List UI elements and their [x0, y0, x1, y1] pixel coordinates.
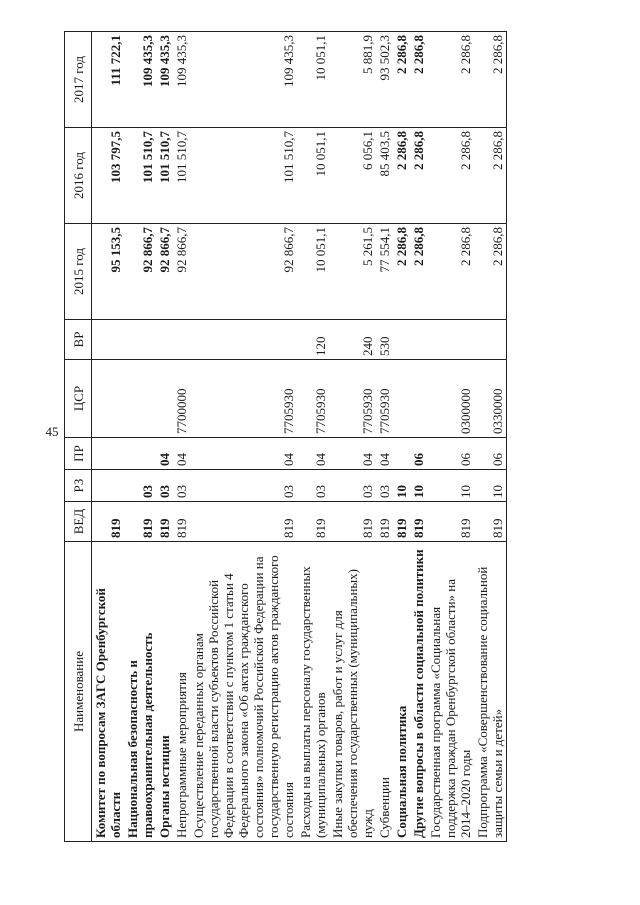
cell-2015: 5 261,5	[329, 224, 376, 320]
table-row	[173, 32, 190, 842]
cell-name: Подпрограмма «Совершенствование социальной защиты семьи и детей»	[474, 542, 507, 842]
cell-rz: 10	[393, 470, 410, 502]
header-2017: 2017 год	[65, 32, 92, 128]
cell-csr: 7705930	[297, 360, 329, 438]
cell-pr: 04	[297, 438, 329, 470]
cell-2017: 93 502,3	[376, 32, 393, 128]
cell-2015: 77 554,1	[376, 224, 393, 320]
cell-ved: 819	[173, 502, 190, 542]
table-row	[156, 32, 173, 842]
cell-pr: 04	[329, 438, 376, 470]
cell-2017: 2 286,8	[427, 32, 474, 128]
cell-2015: 2 286,8	[393, 224, 410, 320]
cell-rz: 03	[376, 470, 393, 502]
table-row	[474, 32, 507, 842]
table-header-row	[65, 32, 92, 842]
cell-vr	[190, 320, 297, 360]
cell-vr	[92, 320, 125, 360]
cell-vr	[427, 320, 474, 360]
cell-vr	[474, 320, 507, 360]
cell-pr: 04	[156, 438, 173, 470]
cell-name: Субвенции	[376, 542, 393, 842]
cell-csr	[156, 360, 173, 438]
cell-2016: 103 797,5	[92, 128, 125, 224]
header-name: Наименование	[65, 542, 92, 842]
cell-pr: 06	[427, 438, 474, 470]
cell-2016: 2 286,8	[427, 128, 474, 224]
cell-name: Непрограммные мероприятия	[173, 542, 190, 842]
cell-pr: 04	[190, 438, 297, 470]
cell-name: Иные закупки товаров, работ и услуг для обеспечения государственных (муниципальных) нужд	[329, 542, 376, 842]
cell-name: Национальная безопасность и правоохранительная деятельность	[124, 542, 156, 842]
cell-2015: 2 286,8	[410, 224, 427, 320]
page-number: 45	[45, 424, 59, 439]
cell-rz: 03	[329, 470, 376, 502]
cell-csr: 0300000	[427, 360, 474, 438]
cell-pr	[124, 438, 156, 470]
cell-rz: 10	[474, 470, 507, 502]
header-2016: 2016 год	[65, 128, 92, 224]
cell-vr	[410, 320, 427, 360]
cell-2017: 5 881,9	[329, 32, 376, 128]
table-row	[410, 32, 427, 842]
table-row	[124, 32, 156, 842]
cell-name: Другие вопросы в области социальной политики	[410, 542, 427, 842]
cell-2015: 2 286,8	[427, 224, 474, 320]
cell-pr	[393, 438, 410, 470]
table-row	[393, 32, 410, 842]
table-row	[92, 32, 125, 842]
cell-2017: 2 286,8	[410, 32, 427, 128]
cell-2016: 85 403,5	[376, 128, 393, 224]
cell-2017: 10 051,1	[297, 32, 329, 128]
cell-name: Комитет по вопросам ЗАГС Оренбургской области	[92, 542, 125, 842]
cell-rz	[92, 470, 125, 502]
cell-csr: 0330000	[474, 360, 507, 438]
cell-csr	[92, 360, 125, 438]
cell-2016: 101 510,7	[124, 128, 156, 224]
cell-rz: 03	[297, 470, 329, 502]
cell-ved: 819	[190, 502, 297, 542]
cell-2016: 2 286,8	[410, 128, 427, 224]
cell-name: Органы юстиции	[156, 542, 173, 842]
cell-csr	[124, 360, 156, 438]
cell-ved: 819	[124, 502, 156, 542]
cell-ved: 819	[297, 502, 329, 542]
cell-2016: 2 286,8	[393, 128, 410, 224]
cell-2017: 109 435,3	[173, 32, 190, 128]
cell-2016: 2 286,8	[474, 128, 507, 224]
cell-ved: 819	[92, 502, 125, 542]
cell-ved: 819	[376, 502, 393, 542]
cell-rz: 03	[156, 470, 173, 502]
cell-ved: 819	[427, 502, 474, 542]
header-vr: ВР	[65, 320, 92, 360]
cell-2015: 10 051,1	[297, 224, 329, 320]
cell-2016: 6 056,1	[329, 128, 376, 224]
cell-pr	[92, 438, 125, 470]
cell-pr: 04	[376, 438, 393, 470]
cell-name: Расходы на выплаты персоналу государственных (муниципальных) органов	[297, 542, 329, 842]
cell-2015: 95 153,5	[92, 224, 125, 320]
cell-ved: 819	[393, 502, 410, 542]
cell-vr	[173, 320, 190, 360]
cell-csr	[393, 360, 410, 438]
cell-2017: 2 286,8	[393, 32, 410, 128]
header-2015: 2015 год	[65, 224, 92, 320]
cell-name: Государственная программа «Социальная поддержка граждан Оренбургской области» на 2014–2020 годы	[427, 542, 474, 842]
cell-pr: 06	[410, 438, 427, 470]
header-rz: РЗ	[65, 470, 92, 502]
cell-vr: 120	[297, 320, 329, 360]
table-row	[376, 32, 393, 842]
cell-2016: 10 051,1	[297, 128, 329, 224]
cell-2015: 92 866,7	[156, 224, 173, 320]
budget-table	[64, 31, 507, 842]
cell-csr: 7700000	[173, 360, 190, 438]
header-csr: ЦСР	[65, 360, 92, 438]
header-pr: ПР	[65, 438, 92, 470]
cell-vr	[124, 320, 156, 360]
cell-2016: 101 510,7	[190, 128, 297, 224]
cell-vr	[156, 320, 173, 360]
cell-pr: 04	[173, 438, 190, 470]
cell-2015: 92 866,7	[190, 224, 297, 320]
table-row	[297, 32, 329, 842]
cell-2016: 101 510,7	[173, 128, 190, 224]
cell-2017: 109 435,3	[156, 32, 173, 128]
cell-2017: 111 722,1	[92, 32, 125, 128]
cell-csr: 7705930	[376, 360, 393, 438]
cell-2015: 2 286,8	[474, 224, 507, 320]
cell-ved: 819	[329, 502, 376, 542]
header-ved: ВЕД	[65, 502, 92, 542]
cell-vr: 530	[376, 320, 393, 360]
cell-csr: 7705930	[190, 360, 297, 438]
cell-vr: 240	[329, 320, 376, 360]
cell-2015: 92 866,7	[124, 224, 156, 320]
cell-vr	[393, 320, 410, 360]
table-row	[329, 32, 376, 842]
cell-rz: 10	[410, 470, 427, 502]
table-row	[427, 32, 474, 842]
cell-2017: 2 286,8	[474, 32, 507, 128]
cell-name: Осуществление переданных органам государственной власти субъектов Российской Федерации в соответствии с пунктом 1 статьи 4 Федерального закона «Об актах гражданского состояния» полномочий Российской Федерации на государственную регистрацию актов гражданского состояния	[190, 542, 297, 842]
cell-pr: 06	[474, 438, 507, 470]
cell-rz: 03	[124, 470, 156, 502]
cell-csr	[410, 360, 427, 438]
cell-csr: 7705930	[329, 360, 376, 438]
cell-name: Социальная политика	[393, 542, 410, 842]
cell-rz: 10	[427, 470, 474, 502]
rotated-page-content	[64, 32, 624, 842]
cell-2017: 109 435,3	[190, 32, 297, 128]
cell-rz: 03	[190, 470, 297, 502]
cell-2015: 92 866,7	[173, 224, 190, 320]
cell-rz: 03	[173, 470, 190, 502]
cell-2017: 109 435,3	[124, 32, 156, 128]
cell-ved: 819	[410, 502, 427, 542]
cell-2016: 101 510,7	[156, 128, 173, 224]
table-row	[190, 32, 297, 842]
cell-ved: 819	[156, 502, 173, 542]
cell-ved: 819	[474, 502, 507, 542]
